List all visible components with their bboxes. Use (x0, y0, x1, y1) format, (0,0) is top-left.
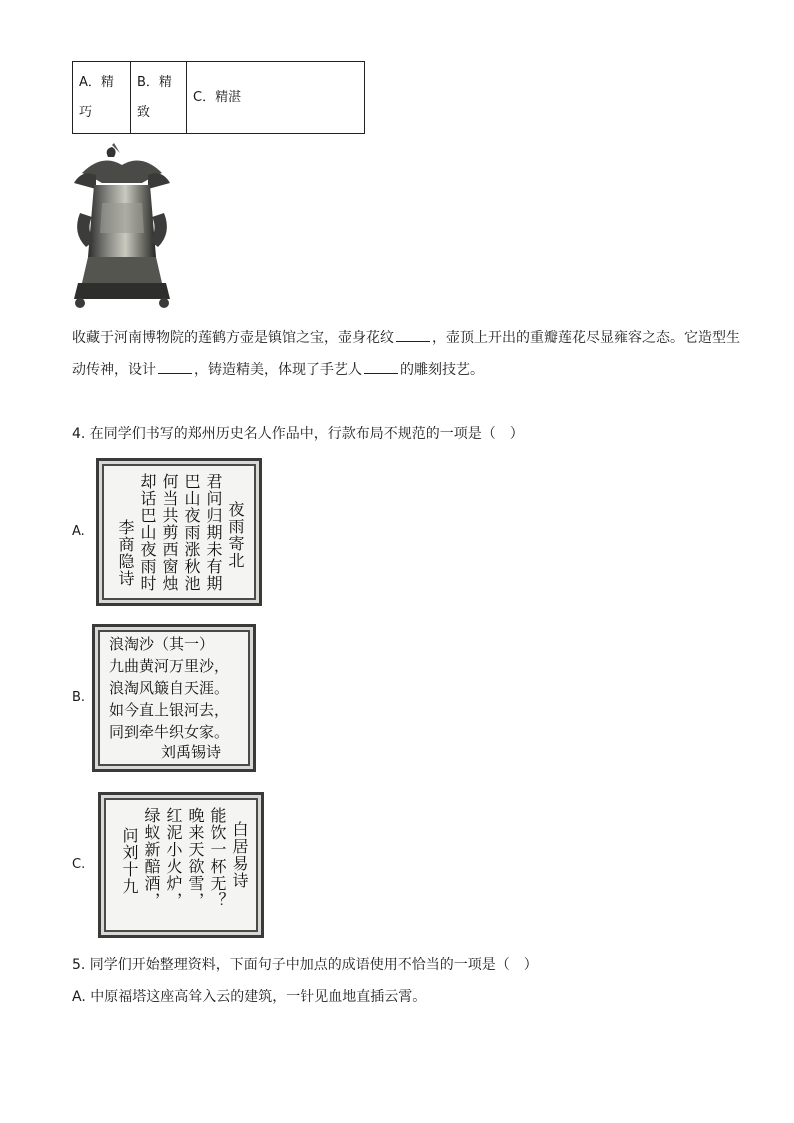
calligraphy-c-line: 红泥小火炉， (164, 807, 183, 909)
answer-blank-2[interactable] (158, 359, 192, 374)
calligraphy-b-author: 刘禹锡诗 (161, 743, 222, 761)
options-table (72, 61, 365, 134)
option-a: A．精巧 (73, 62, 131, 134)
choice-a-label[interactable]: A. (72, 524, 85, 539)
choice-b-label[interactable]: B. (72, 690, 86, 705)
calligraphy-c (98, 792, 264, 938)
option-c: C．精湛 (187, 62, 365, 134)
calligraphy-c-line: 绿蚁新醅酒， (142, 807, 161, 909)
calligraphy-b (92, 624, 256, 772)
lotus-crane-pot-image (72, 143, 172, 313)
choice-c-label[interactable]: C. (72, 857, 86, 872)
calligraphy-a-title: 夜雨寄北 (226, 501, 245, 569)
question-5-stem: 5. 同学们开始整理资料，下面句子中加点的成语使用不恰当的一项是（ ） (72, 957, 538, 973)
calligraphy-a-author: 李商隐诗 (116, 519, 135, 587)
calligraphy-c-line: 能饮一杯无？ (208, 807, 227, 909)
calligraphy-c-author: 白居易诗 (230, 821, 249, 889)
calligraphy-a-line: 何当共剪西窗烛 (160, 473, 179, 592)
answer-blank-3[interactable] (364, 359, 398, 374)
calligraphy-a-line: 君问归期未有期 (204, 473, 223, 592)
question-4-stem: 4. 在同学们书写的郑州历史名人作品中，行款布局不规范的一项是（ ） (72, 426, 524, 442)
question-5-option-a[interactable]: A. 中原福塔这座高耸入云的建筑，一针见血地直插云霄。 (72, 989, 427, 1005)
answer-blank-1[interactable] (396, 327, 430, 342)
calligraphy-c-title: 问刘十九 (120, 827, 139, 895)
calligraphy-b-title: 浪淘沙（其一） (109, 635, 215, 653)
calligraphy-b-line: 浪淘风簸自天涯。 (109, 679, 230, 697)
calligraphy-a-line: 巴山夜雨涨秋池 (182, 473, 201, 592)
calligraphy-b-line: 如今直上银河去， (109, 701, 230, 719)
calligraphy-c-line: 晚来天欲雪， (186, 807, 205, 909)
q3-passage: 收藏于河南博物院的莲鹤方壶是镇馆之宝，壶身花纹 ，壶顶上开出的重瓣莲花尽显雍容之态。它造型生动传神，设计 ，铸造精美，体现了手艺人 的雕刻技艺。 (72, 322, 752, 386)
option-b: B．精致 (131, 62, 187, 134)
calligraphy-a (96, 458, 262, 606)
calligraphy-b-line: 同到牵牛织女家。 (109, 723, 230, 741)
calligraphy-a-line: 却话巴山夜雨时 (138, 473, 157, 592)
calligraphy-b-line: 九曲黄河万里沙， (109, 657, 230, 675)
